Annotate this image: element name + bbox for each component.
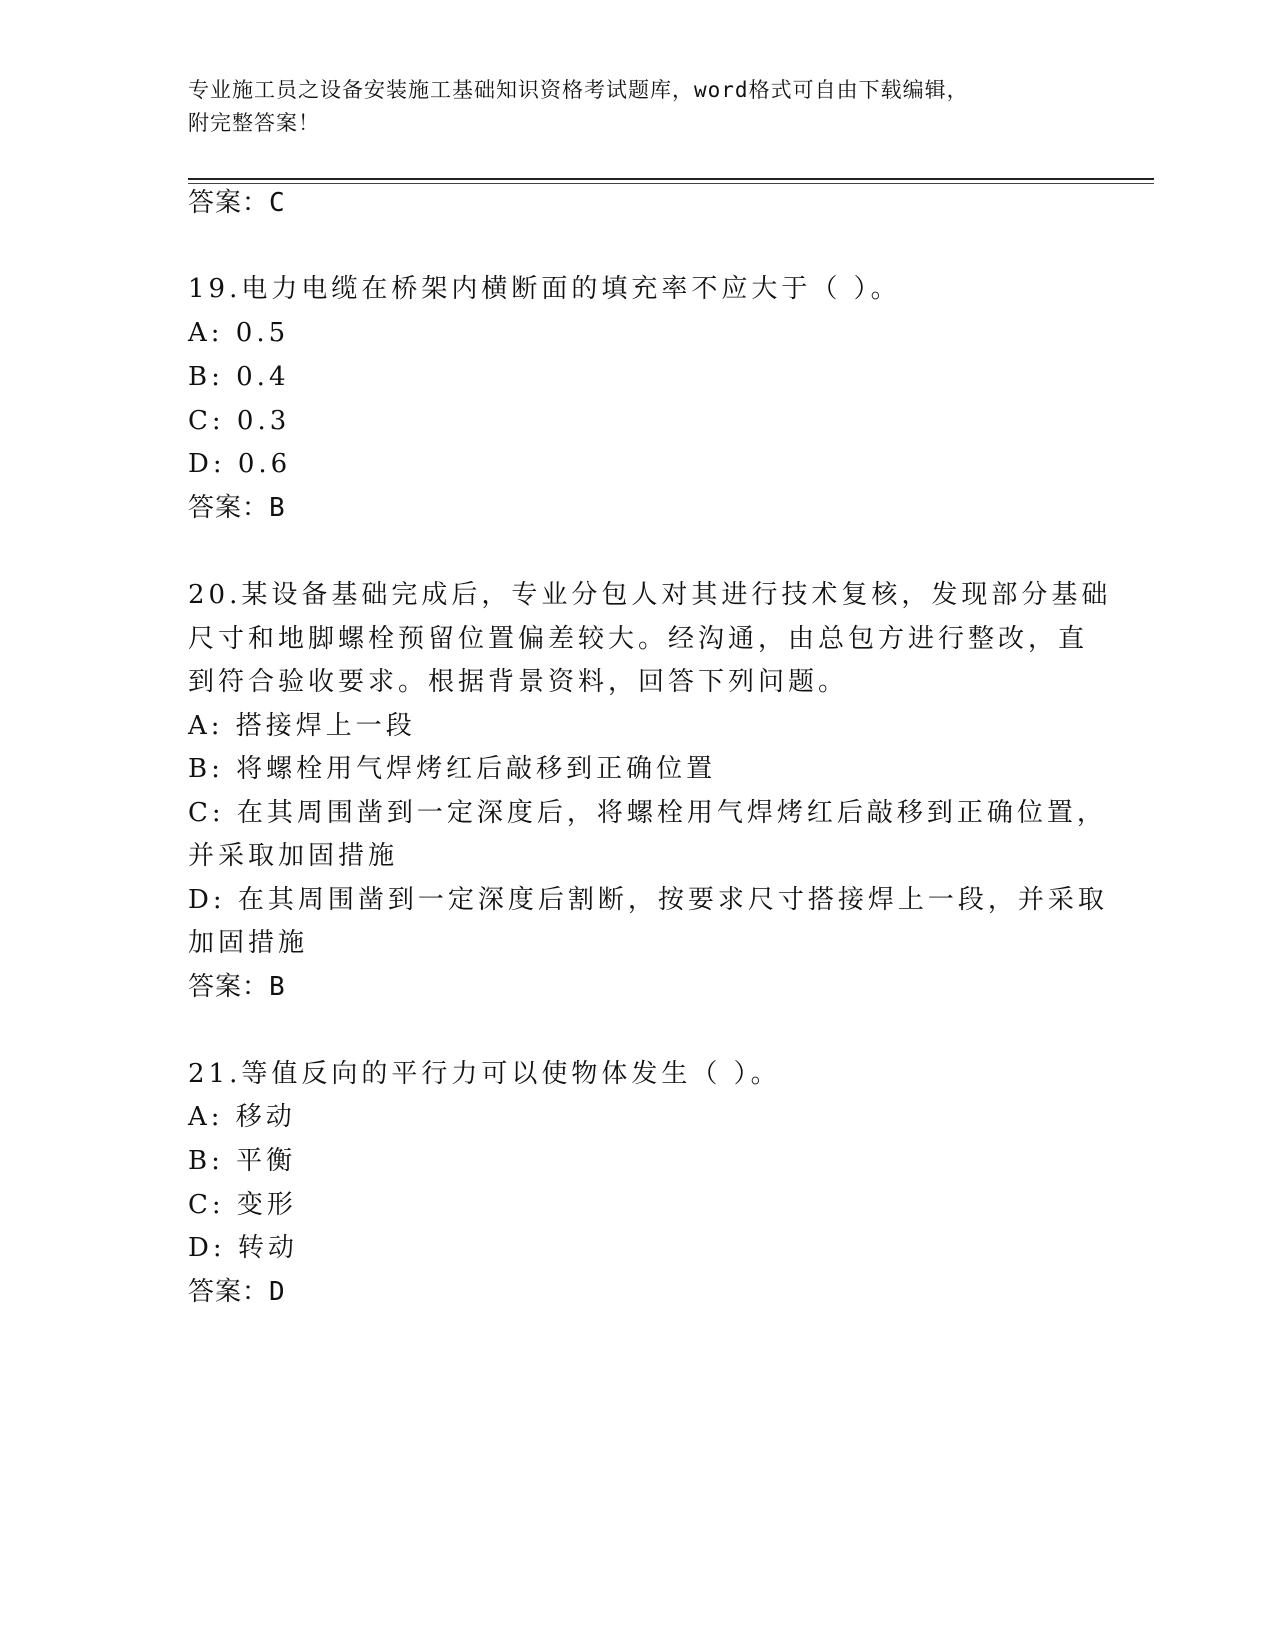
option-a: A: 移动	[188, 1102, 296, 1132]
answer-label: 答案：	[188, 972, 270, 1002]
option-b: B: 0.4	[188, 362, 290, 392]
answer-value: B	[269, 972, 286, 1002]
answer-label: 答案：	[188, 188, 270, 218]
answer-label: 答案：	[188, 1277, 270, 1307]
document-header	[188, 74, 1068, 140]
option-d-continued: 加固措施	[188, 928, 309, 958]
answer-line	[188, 485, 1088, 531]
answer-value: D	[269, 1277, 286, 1307]
answer-value: C	[269, 188, 286, 218]
option-c: C: 变形	[188, 1190, 297, 1220]
header-line-1: 专业施工员之设备安装施工基础知识资格考试题库，word格式可自由下载编辑，	[188, 78, 969, 102]
option-d: D: 在其周围凿到一定深度后割断，按要求尺寸搭接焊上一段，并采取	[188, 885, 1108, 915]
option-a: A: 0.5	[188, 318, 290, 348]
answer-line	[188, 1269, 1088, 1315]
option-d: D: 0.6	[188, 449, 292, 479]
option-d: D: 转动	[188, 1233, 298, 1263]
question-stem-line: 21.等值反向的平行力可以使物体发生（ ）。	[188, 1059, 781, 1089]
question-stem-line: 尺寸和地脚螺栓预留位置偏差较大。经沟通，由总包方进行整改，直	[188, 624, 1089, 654]
option-b: B: 平衡	[188, 1146, 297, 1176]
option-c: C: 0.3	[188, 406, 291, 436]
answer-line	[188, 964, 1088, 1010]
option-a: A: 搭接焊上一段	[188, 711, 416, 741]
answer-value: B	[269, 493, 286, 523]
answer-label: 答案：	[188, 493, 270, 523]
question-stem-line: 到符合验收要求。根据背景资料，回答下列问题。	[188, 667, 849, 697]
question-stem-line: 19.电力电缆在桥架内横断面的填充率不应大于（ ）。	[188, 274, 901, 304]
option-c-continued: 并采取加固措施	[188, 841, 399, 871]
question-stem-line: 20.某设备基础完成后，专业分包人对其进行技术复核，发现部分基础	[188, 580, 1112, 610]
option-c: C: 在其周围凿到一定深度后，将螺栓用气焊烤红后敲移到正确位置，	[188, 798, 1107, 828]
option-b: B: 将螺栓用气焊烤红后敲移到正确位置	[188, 754, 717, 784]
header-line-2: 附完整答案！	[188, 111, 320, 135]
answer-line	[188, 180, 1088, 226]
